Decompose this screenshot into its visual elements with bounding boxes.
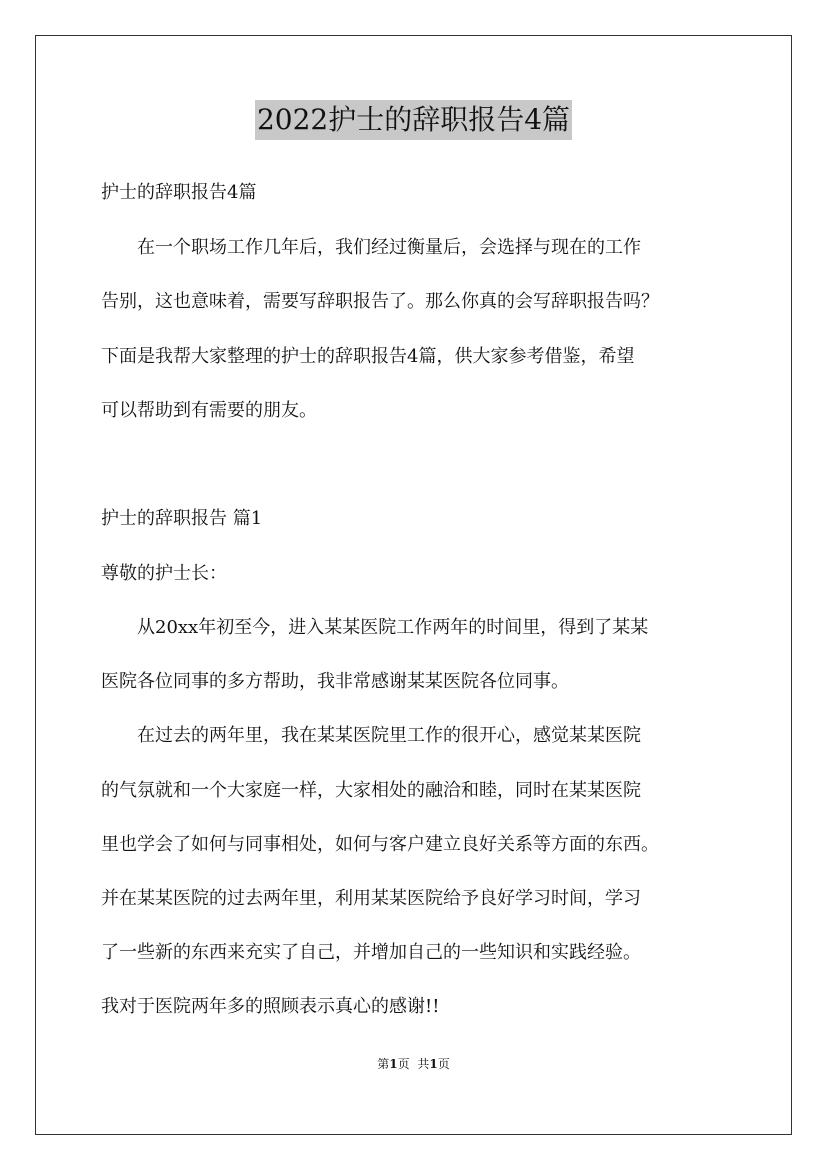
section-heading: 护士的辞职报告 篇1 bbox=[101, 508, 263, 529]
total-label-prefix: 共 bbox=[417, 1057, 430, 1071]
intro-line-1: 在一个职场工作几年后，我们经过衡量后，会选择与现在的工作 bbox=[101, 237, 641, 258]
page-number: 1 bbox=[389, 1057, 398, 1071]
page-label-prefix: 第 bbox=[377, 1057, 390, 1071]
body-line-3: 在过去的两年里，我在某某医院里工作的很开心，感觉某某医院 bbox=[101, 725, 641, 746]
intro-line-2: 告别，这也意味着，需要写辞职报告了。那么你真的会写辞职报告吗？ bbox=[101, 291, 659, 312]
subtitle-line: 护士的辞职报告4篇 bbox=[101, 182, 257, 203]
total-pages: 1 bbox=[429, 1057, 438, 1071]
salutation: 尊敬的护士长： bbox=[101, 563, 227, 584]
page-label-suffix: 页 bbox=[397, 1057, 410, 1071]
body-line-5: 里也学会了如何与同事相处，如何与客户建立良好关系等方面的东西。 bbox=[101, 834, 659, 855]
body-line-4: 的气氛就和一个大家庭一样，大家相处的融洽和睦，同时在某某医院 bbox=[101, 780, 641, 801]
page-footer bbox=[0, 1056, 827, 1072]
body-line-6: 并在某某医院的过去两年里，利用某某医院给予良好学习时间，学习 bbox=[101, 888, 641, 909]
total-label-suffix: 页 bbox=[437, 1057, 450, 1071]
document-title: 2022护士的辞职报告4篇 bbox=[255, 100, 572, 140]
body-line-1: 从20xx年初至今，进入某某医院工作两年的时间里，得到了某某 bbox=[101, 617, 649, 638]
intro-line-3: 下面是我帮大家整理的护士的辞职报告4篇，供大家参考借鉴，希望 bbox=[101, 346, 635, 367]
body-line-8: 我对于医院两年多的照顾表示真心的感谢!! bbox=[101, 996, 440, 1017]
body-line-2: 医院各位同事的多方帮助，我非常感谢某某医院各位同事。 bbox=[101, 671, 569, 692]
body-line-7: 了一些新的东西来充实了自己，并增加自己的一些知识和实践经验。 bbox=[101, 942, 641, 963]
intro-line-4: 可以帮助到有需要的朋友。 bbox=[101, 400, 317, 421]
title-container bbox=[0, 100, 827, 140]
